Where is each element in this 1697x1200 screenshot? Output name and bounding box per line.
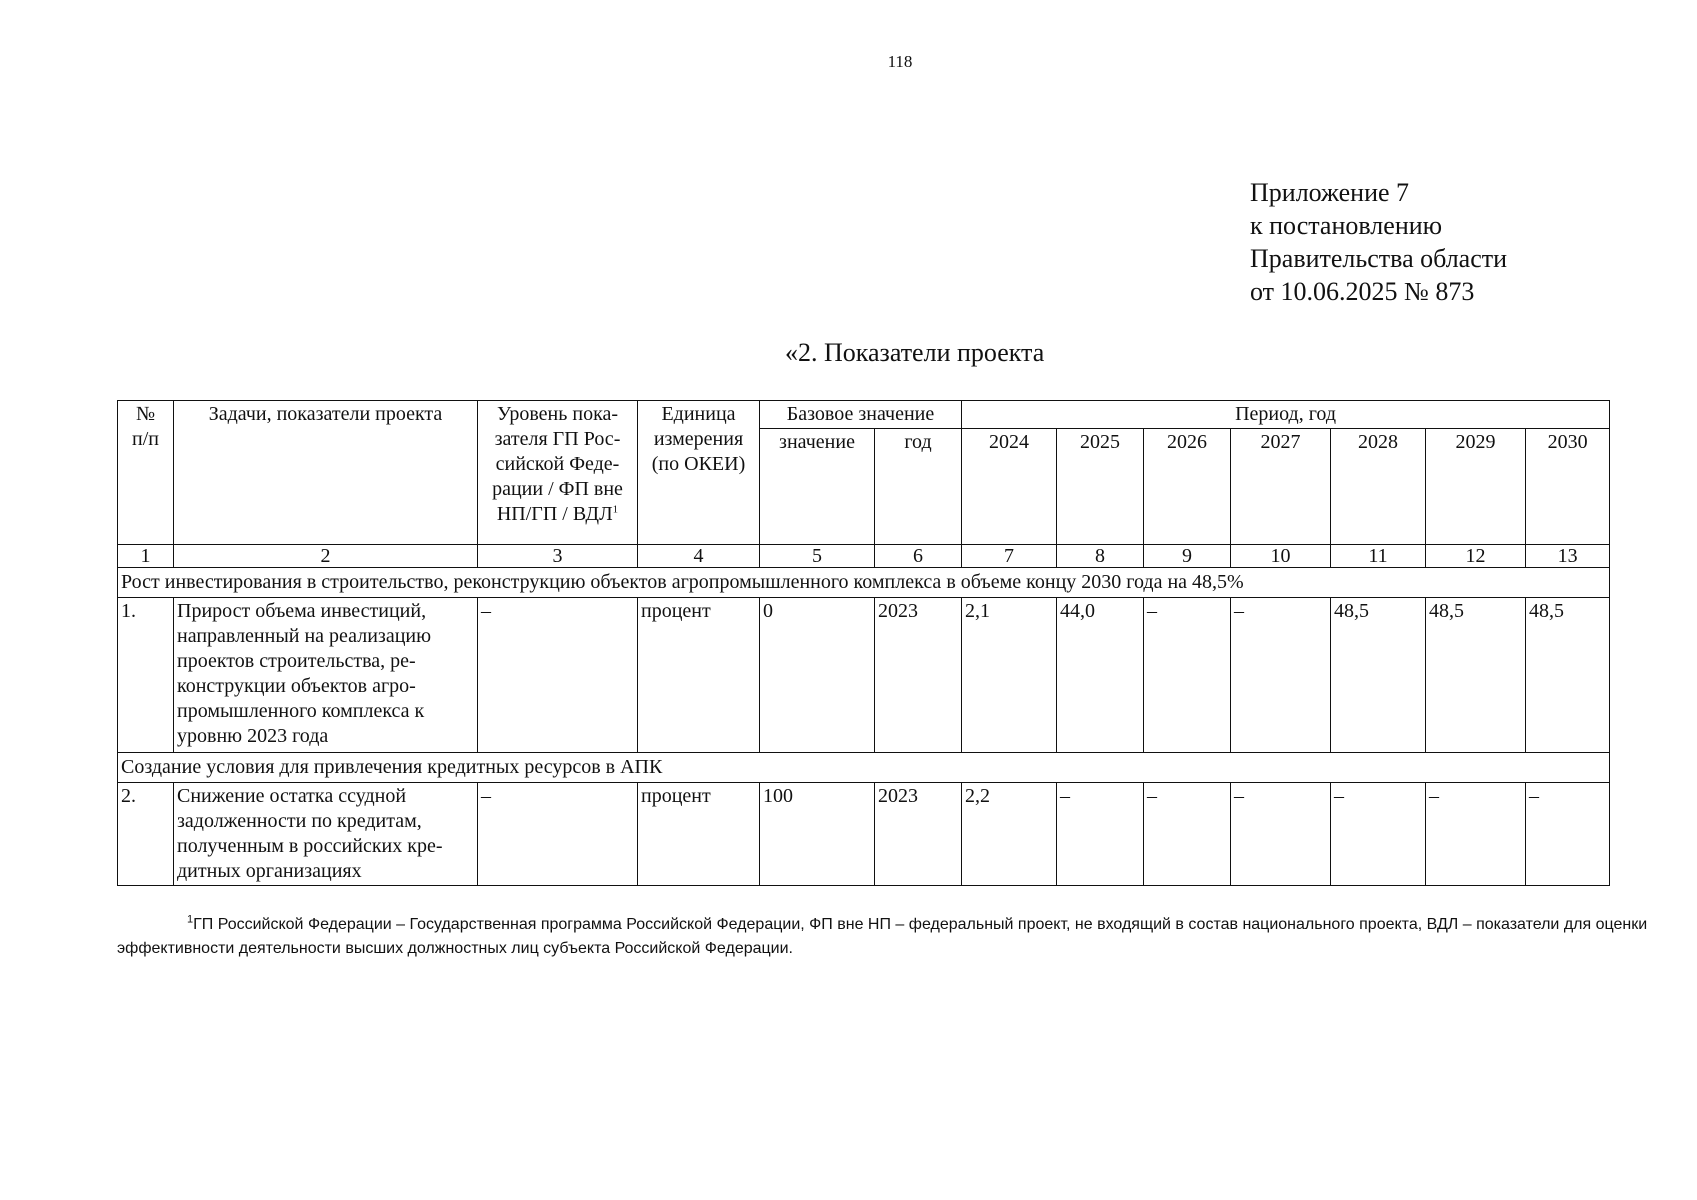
- section-title: Создание условия для привлечения кредитных ресурсов в АПК: [118, 753, 1610, 783]
- column-number: 1: [118, 545, 174, 568]
- column-number: 13: [1526, 545, 1610, 568]
- header-row-1: [118, 401, 1610, 429]
- row-year-value: –: [1231, 598, 1331, 753]
- row-base-value: 0: [760, 598, 875, 753]
- footnote-text: ГП Российской Федерации – Государственная программа Российской Федерации, ФП вне НП – федеральный проект, не входящий в состав национального проекта, ВДЛ – показатели для оценки эффективности деятельности высших должностных лиц субъекта Российской Федерации.: [117, 916, 1648, 957]
- row-year-value: 48,5: [1331, 598, 1426, 753]
- column-number: 6: [875, 545, 962, 568]
- header-year: 2025: [1057, 429, 1144, 545]
- row-year-value: –: [1331, 783, 1426, 886]
- indicators-table: [117, 400, 1610, 886]
- header-base-value: значение: [760, 429, 875, 545]
- row-year-value: 48,5: [1426, 598, 1526, 753]
- header-num: [118, 401, 174, 545]
- column-number: 12: [1426, 545, 1526, 568]
- row-year-value: –: [1231, 783, 1331, 886]
- column-number: 10: [1231, 545, 1331, 568]
- row-year-value: –: [1426, 783, 1526, 886]
- row-year-value: 2,2: [962, 783, 1057, 886]
- header-year: 2026: [1144, 429, 1231, 545]
- footnote-marker: 1: [187, 913, 194, 926]
- column-number: 3: [478, 545, 638, 568]
- section-row: [118, 753, 1610, 783]
- row-year-value: 48,5: [1526, 598, 1610, 753]
- header-year: 2028: [1331, 429, 1426, 545]
- column-numbers-row: [118, 545, 1610, 568]
- column-number: 11: [1331, 545, 1426, 568]
- header-tasks: Задачи, показатели проекта: [174, 401, 478, 545]
- row-year-value: –: [1526, 783, 1610, 886]
- column-number: 4: [638, 545, 760, 568]
- table-row: [118, 783, 1610, 886]
- column-number: 2: [174, 545, 478, 568]
- row-year-value: –: [1144, 783, 1231, 886]
- column-number: 7: [962, 545, 1057, 568]
- header-year: 2029: [1426, 429, 1526, 545]
- header-period: Период, год: [962, 401, 1610, 429]
- page-number: 118: [887, 52, 913, 71]
- appendix-line-4: от 10.06.2025 № 873: [1250, 277, 1475, 306]
- row-name: Снижение остатка ссудной задолженности по кредитам, полученным в российских кре-дитных организациях: [174, 783, 478, 886]
- table-row: [118, 598, 1610, 753]
- row-unit: процент: [638, 598, 760, 753]
- row-year-value: –: [1144, 598, 1231, 753]
- header-num-line-2: п/п: [132, 428, 159, 450]
- row-year-value: –: [1057, 783, 1144, 886]
- header-year: 2024: [962, 429, 1057, 545]
- header-base: Базовое значение: [760, 401, 962, 429]
- row-num: 2.: [118, 783, 174, 886]
- row-num: 1.: [118, 598, 174, 753]
- section-row: [118, 568, 1610, 598]
- header-year: 2027: [1231, 429, 1331, 545]
- footnote-ref-marker: 1: [612, 503, 619, 516]
- appendix-line-3: Правительства области: [1250, 244, 1508, 273]
- row-level: –: [478, 598, 638, 753]
- row-base-year: 2023: [875, 783, 962, 886]
- appendix-line-2: к постановлению: [1250, 211, 1443, 240]
- appendix-line-1: Приложение 7: [1250, 178, 1410, 207]
- header-level-text: Уровень пока-зателя ГП Рос-сийской Феде-рации / ФП вне НП/ГП / ВДЛ: [492, 403, 623, 525]
- header-base-year: год: [875, 429, 962, 545]
- row-unit: процент: [638, 783, 760, 886]
- column-number: 5: [760, 545, 875, 568]
- row-base-value: 100: [760, 783, 875, 886]
- column-number: 9: [1144, 545, 1231, 568]
- appendix-header: [1250, 176, 1507, 308]
- header-unit: Единица измерения (по ОКЕИ): [638, 401, 760, 545]
- header-year: 2030: [1526, 429, 1610, 545]
- row-year-value: 44,0: [1057, 598, 1144, 753]
- header-level: [478, 401, 638, 545]
- header-num-line-1: №: [135, 403, 156, 425]
- row-name: Прирост объема инвестиций, направленный на реализацию проектов строительства, ре-конструкции объектов агро-промышленного комплекса к уровню 2023 года: [174, 598, 478, 753]
- footnote: [117, 913, 1657, 961]
- row-level: –: [478, 783, 638, 886]
- section-title: Рост инвестирования в строительство, реконструкцию объектов агропромышленного комплекса в объеме концу 2030 года на 48,5%: [118, 568, 1610, 598]
- column-number: 8: [1057, 545, 1144, 568]
- row-year-value: 2,1: [962, 598, 1057, 753]
- row-base-year: 2023: [875, 598, 962, 753]
- document-title: «2. Показатели проекта: [785, 338, 1045, 367]
